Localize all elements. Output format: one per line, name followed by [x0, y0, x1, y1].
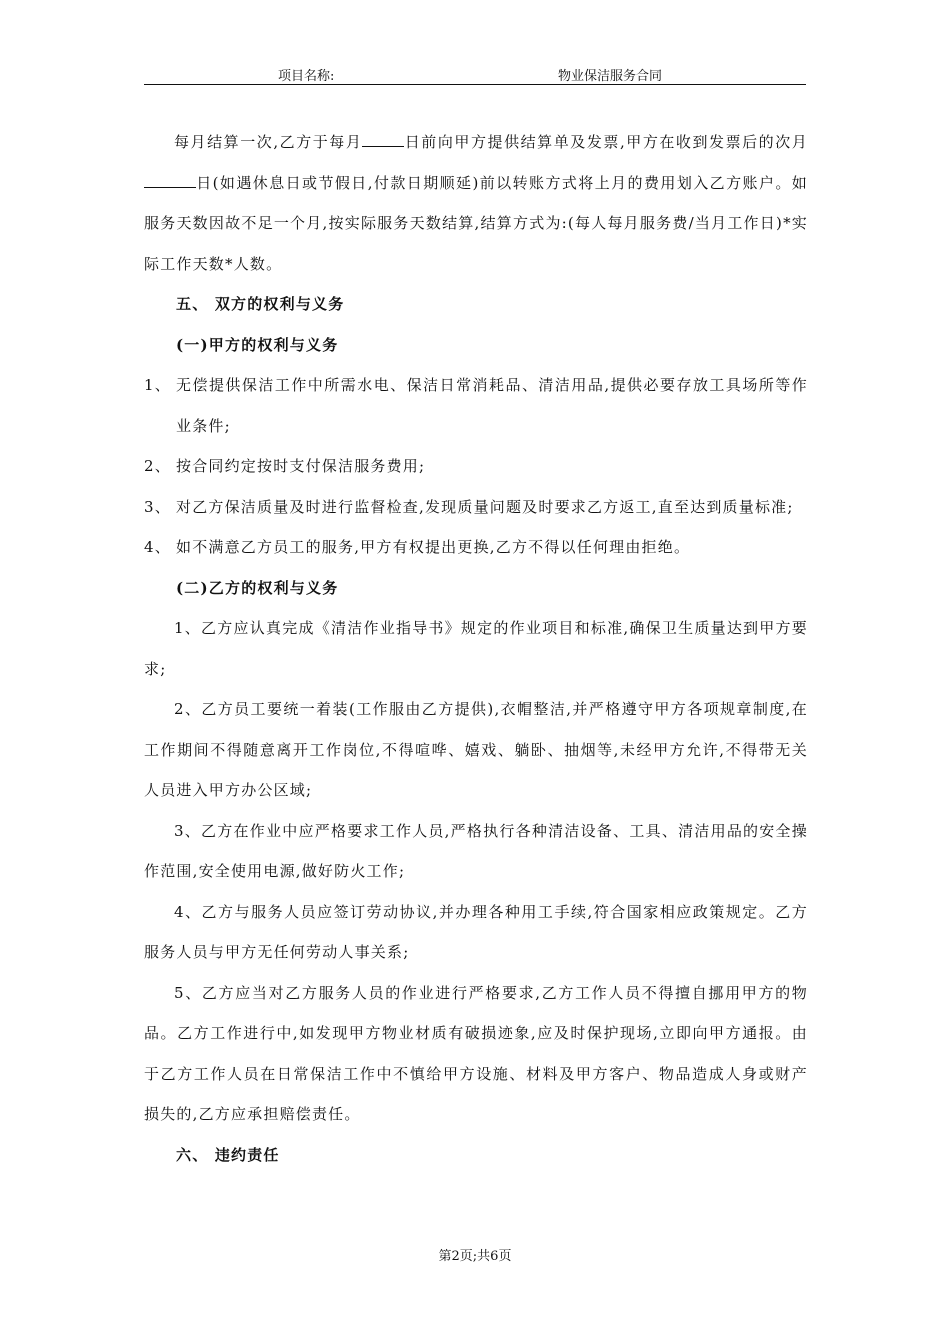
document-body: [144, 122, 808, 1175]
item-text: 按合同约定按时支付保洁服务费用;: [176, 457, 426, 475]
blank-line: [362, 132, 404, 147]
item-number: 1、: [144, 376, 171, 394]
blank-line: [144, 173, 196, 188]
payment-text-part1: 每月结算一次,乙方于每月: [174, 133, 363, 151]
list-item: [144, 527, 808, 568]
subsection-heading: (二)乙方的权利与义务: [176, 578, 339, 597]
payment-paragraph: [144, 122, 808, 284]
page-footer: 第2页;共6页: [438, 1249, 512, 1264]
section-heading: 六、 违约责任: [176, 1145, 280, 1164]
item-number: 3、: [144, 497, 171, 516]
item-text: 如不满意乙方员工的服务,甲方有权提出更换,乙方不得以任何理由拒绝。: [176, 538, 691, 556]
party-b-clause: 5、乙方应当对乙方服务人员的作业进行严格要求,乙方工作人员不得擅自挪用甲方的物品。乙方工作进行中,如发现甲方物业材质有破损迹象,应及时保护现场,立即向甲方通报。由于乙方工作人员在日常保洁工作中不慎给甲方设施、材料及甲方客户、物品造成人身或财产损失的,乙方应承担赔偿责任。: [144, 983, 808, 1123]
party-b-clause: 3、乙方在作业中应严格要求工作人员,严格执行各种清洁设备、工具、清洁用品的安全操作范围,安全使用电源,做好防火工作;: [144, 821, 808, 880]
item-number: 4、: [144, 538, 171, 556]
project-name-label: 项目名称:: [278, 69, 335, 84]
payment-text-part3: 日(如遇休息日或节假日,付款日期顺延)前以转账方式将上月的费用划入乙方账户。如服务天数因故不足一个月,按实际服务天数结算,结算方式为:(每人每月服务费/当月工作日)*实际工作天数*人数。: [144, 173, 808, 273]
party-b-clause: 4、乙方与服务人员应签订劳动协议,并办理各种用工手续,符合国家相应政策规定。乙方服务人员与甲方无任何劳动人事关系;: [144, 902, 808, 961]
list-item: [144, 446, 808, 487]
party-b-clause: 1、乙方应认真完成《清洁作业指导书》规定的作业项目和标准,确保卫生质量达到甲方要求;: [144, 619, 808, 678]
section-heading: 五、 双方的权利与义务: [176, 295, 345, 313]
item-number: 2、: [144, 457, 171, 475]
party-b-clause: 2、乙方员工要统一着装(工作服由乙方提供),衣帽整洁,并严格遵守甲方各项规章制度,在工作期间不得随意离开工作岗位,不得喧哗、嬉戏、躺卧、抽烟等,未经甲方允许,不得带无关人员进入甲方办公区域;: [144, 700, 808, 799]
document-title: 物业保洁服务合同: [558, 69, 663, 84]
item-text: 无偿提供保洁工作中所需水电、保洁日常消耗品、清洁用品,提供必要存放工具场所等作业条件;: [176, 376, 808, 435]
subsection-heading: (一)甲方的权利与义务: [176, 335, 339, 354]
payment-text-part2: 日前向甲方提供结算单及发票,甲方在收到发票后的次月: [404, 133, 808, 151]
page-header: [144, 64, 806, 85]
item-text: 对乙方保洁质量及时进行监督检查,发现质量问题及时要求乙方返工,直至达到质量标准;: [176, 497, 794, 516]
list-item: [144, 365, 808, 446]
list-item: [144, 487, 808, 528]
